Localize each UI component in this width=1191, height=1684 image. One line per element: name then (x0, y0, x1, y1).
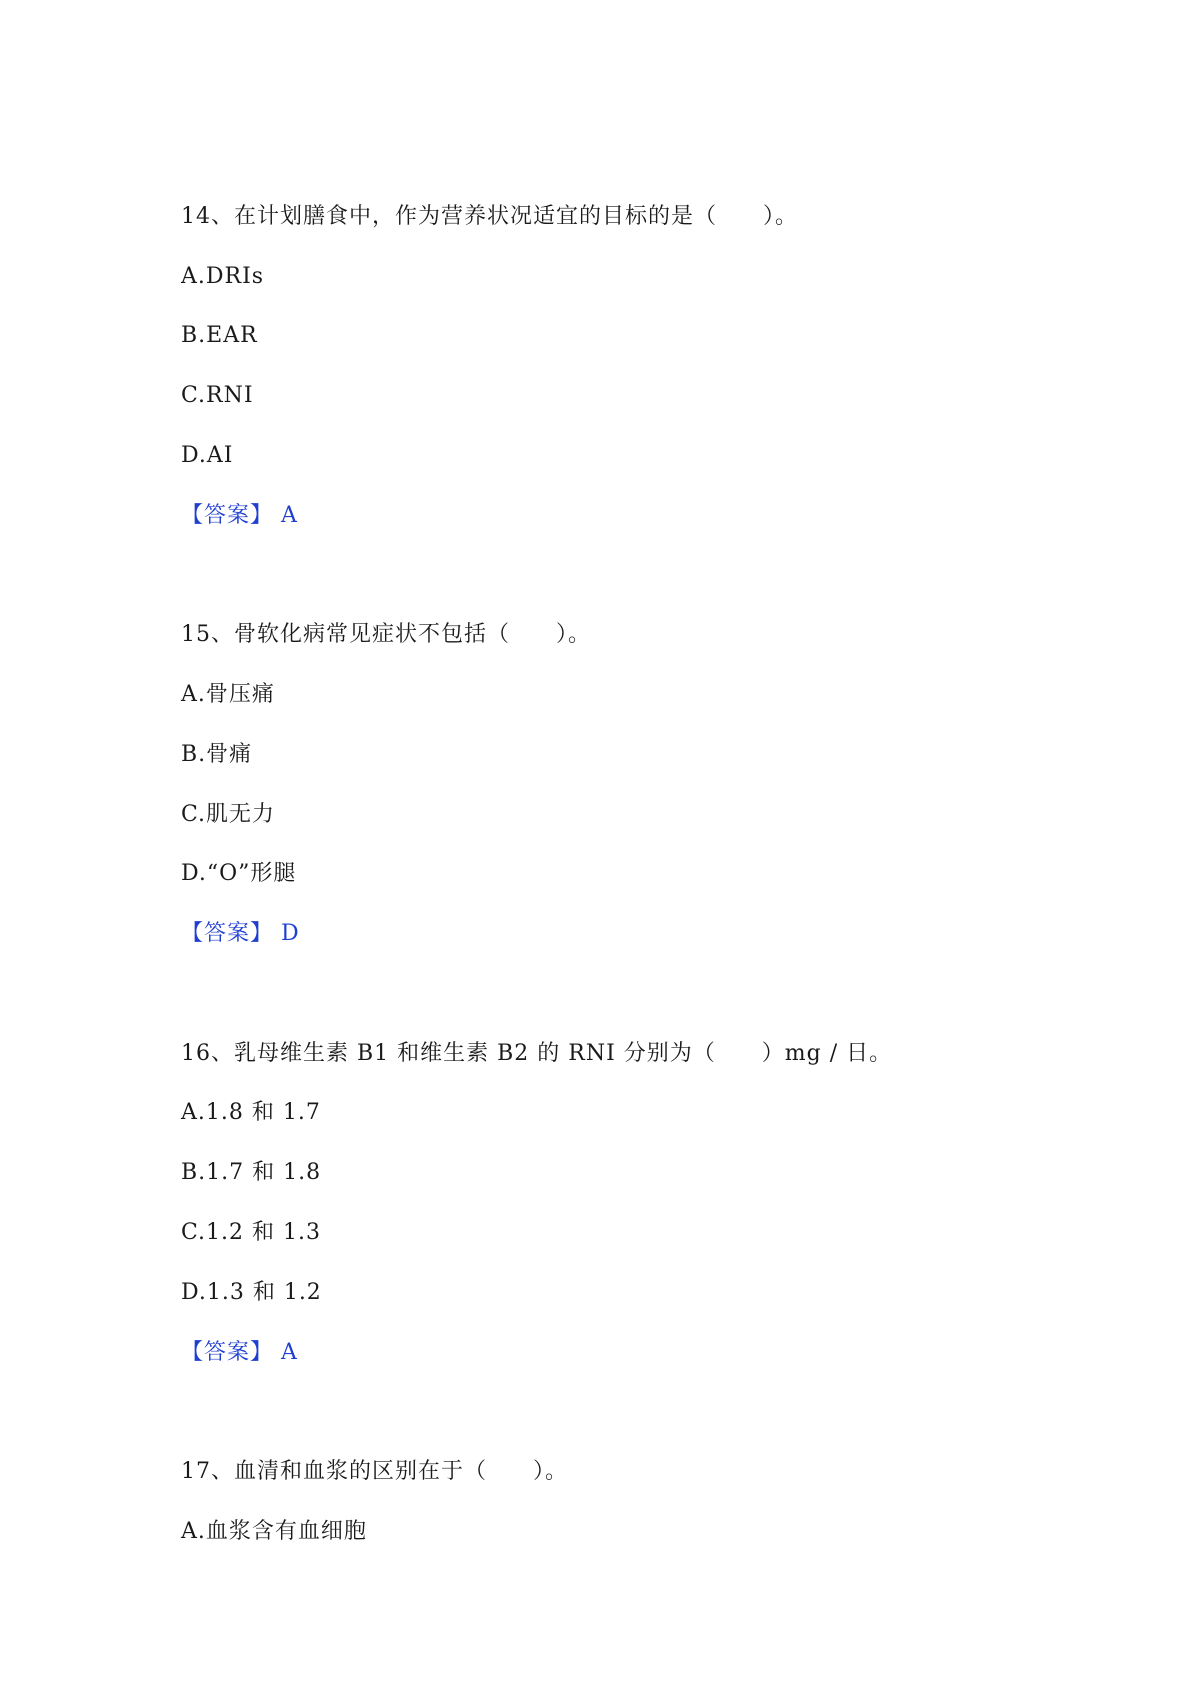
question-14-option-c: C.RNI (181, 383, 254, 408)
question-14-option-a: A.DRIs (181, 264, 265, 289)
answer-value: A (281, 1340, 298, 1365)
question-14-answer (181, 501, 298, 531)
answer-value: D (281, 921, 300, 946)
question-16-option-a: A.1.8 和 1.7 (181, 1100, 321, 1125)
question-15-option-a: A.骨压痛 (181, 682, 275, 707)
question-15-option-c: C.肌无力 (181, 802, 276, 827)
question-14-stem: 14、在计划膳食中，作为营养状况适宜的目标的是（ ）。 (181, 204, 798, 229)
question-14-option-b: B.EAR (181, 323, 258, 348)
question-17-option-a: A.血浆含有血细胞 (181, 1519, 367, 1544)
question-14-option-d: D.AI (181, 443, 234, 468)
question-16-stem: 16、乳母维生素 B1 和维生素 B2 的 RNI 分别为（ ）mg / 日。 (181, 1041, 893, 1066)
question-16-option-d: D.1.3 和 1.2 (181, 1280, 322, 1305)
answer-label: 【答案】 (181, 921, 274, 946)
question-15-option-d: D.“O”形腿 (181, 861, 297, 886)
answer-label: 【答案】 (181, 1340, 274, 1365)
question-17-stem: 17、血清和血浆的区别在于（ ）。 (181, 1459, 568, 1484)
answer-label: 【答案】 (181, 503, 274, 528)
question-16-option-b: B.1.7 和 1.8 (181, 1160, 322, 1185)
answer-value: A (281, 503, 298, 528)
question-15-stem: 15、骨软化病常见症状不包括（ ）。 (181, 622, 591, 647)
question-16-option-c: C.1.2 和 1.3 (181, 1220, 322, 1245)
question-15-option-b: B.骨痛 (181, 742, 253, 767)
question-15-answer (181, 919, 300, 949)
question-16-answer (181, 1338, 298, 1368)
